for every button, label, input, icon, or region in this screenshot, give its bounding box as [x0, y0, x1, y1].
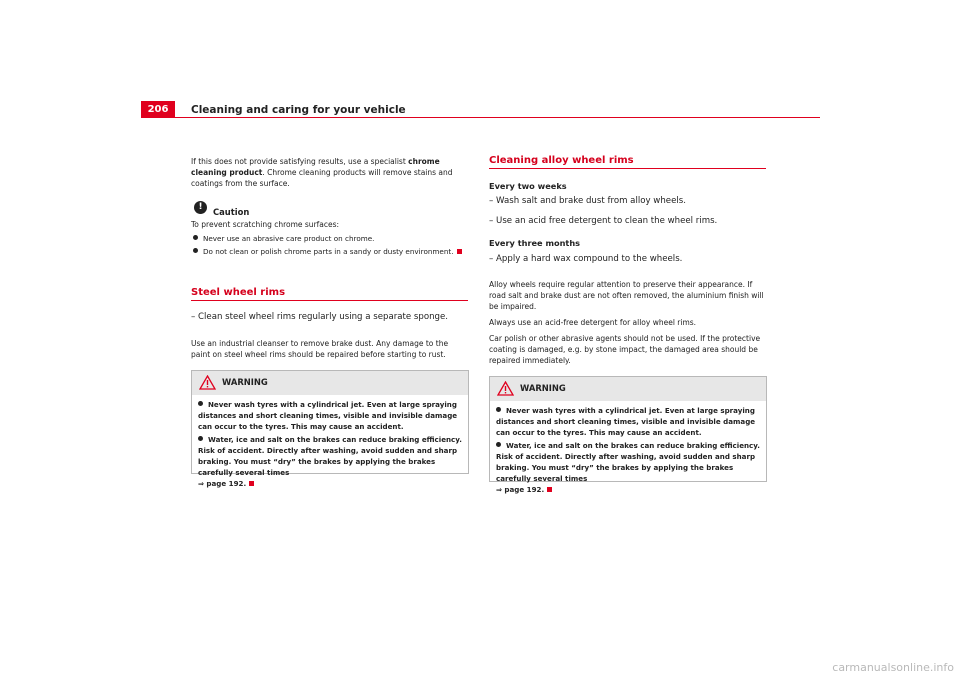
every-three-months-heading: Every three months: [489, 238, 581, 248]
warning-title: WARNING: [520, 383, 566, 393]
warning-title: WARNING: [222, 377, 268, 387]
warning-reference: [198, 478, 462, 489]
alloy-step: – Wash salt and brake dust from alloy wheels.: [489, 196, 686, 206]
alloy-step: – Use an acid free detergent to clean the wheel rims.: [489, 216, 718, 226]
chrome-intro-paragraph: [191, 156, 469, 189]
caution-label: Caution: [213, 207, 250, 217]
warning-item-text: Water, ice and salt on the brakes can reduce braking efficiency. Risk of accident. Directly after washing, avoid sudden and sharp braking. You must “dry” the brakes by applying the brakes carefully several times: [198, 435, 462, 477]
warning-item: [496, 440, 760, 484]
steel-step: – Clean steel wheel rims regularly using a separate sponge.: [191, 312, 449, 322]
section-rule: [489, 168, 766, 169]
alloy-paragraph: Always use an acid-free detergent for alloy wheel rims.: [489, 318, 697, 327]
warning-body: [490, 401, 766, 500]
chrome-intro-text-end: . Chrome cleaning products will remove stains and coatings from the surface.: [191, 168, 453, 188]
caution-item-text: Never use an abrasive care product on chrome.: [203, 234, 375, 243]
page-reference-link[interactable]: ⇒ page 192.: [198, 479, 247, 488]
bullet-icon: [496, 442, 501, 447]
chrome-intro-text: If this does not provide satisfying results, use a specialist: [191, 157, 409, 166]
bullet-icon: [198, 436, 203, 441]
alloy-paragraph: Car polish or other abrasive agents should not be used. If the protective coating is damaged, e.g. by stone impact, the damaged area should be repaired immediately.: [489, 334, 761, 365]
warning-box: [191, 370, 469, 488]
steel-heading: Steel wheel rims: [191, 287, 286, 298]
section-rule: [191, 300, 468, 301]
warning-box: [489, 376, 767, 494]
caution-intro: To prevent scratching chrome surfaces:: [191, 220, 340, 229]
caution-icon: !: [194, 201, 207, 214]
warning-item-text: Water, ice and salt on the brakes can reduce braking efficiency. Risk of accident. Directly after washing, avoid sudden and sharp braking. You must “dry” the brakes by applying the brakes carefully several times: [496, 441, 760, 483]
end-mark-icon: [547, 487, 552, 492]
warning-item: [496, 405, 760, 438]
header-rule: [141, 117, 820, 118]
watermark: carmanualsonline.info: [832, 661, 954, 674]
warning-item: [198, 399, 462, 432]
page-number: 206: [141, 101, 175, 118]
bullet-icon: [193, 235, 198, 240]
alloy-paragraph: Alloy wheels require regular attention to preserve their appearance. If road salt and brake dust are not often removed, the aluminium finish will be impaired.: [489, 280, 764, 311]
steel-paragraph: Use an industrial cleanser to remove brake dust. Any damage to the paint on steel wheel rims should be repaired before starting to rust.: [191, 339, 449, 359]
every-two-weeks-heading: Every two weeks: [489, 181, 567, 191]
warning-body: [192, 395, 468, 494]
page-title: Cleaning and caring for your vehicle: [191, 104, 406, 116]
warning-item: [198, 434, 462, 478]
bullet-icon: [496, 407, 501, 412]
warning-triangle-icon: [199, 375, 216, 390]
warning-item-text: Never wash tyres with a cylindrical jet. Even at large spraying distances and short cleaning times, visible and invisible damage can occur to the tyres. This may cause an accident.: [496, 406, 756, 437]
alloy-heading: Cleaning alloy wheel rims: [489, 155, 634, 166]
page-reference-link[interactable]: ⇒ page 192.: [496, 485, 545, 494]
caution-item: [193, 233, 374, 244]
alloy-step: – Apply a hard wax compound to the wheels.: [489, 254, 683, 264]
caution-item: [193, 246, 462, 257]
warning-item-text: Never wash tyres with a cylindrical jet. Even at large spraying distances and short cleaning times, visible and invisible damage can occur to the tyres. This may cause an accident.: [198, 400, 458, 431]
end-mark-icon: [249, 481, 254, 486]
warning-header: [192, 371, 468, 395]
end-mark-icon: [457, 249, 462, 254]
bullet-icon: [193, 248, 198, 253]
warning-header: [490, 377, 766, 401]
chrome-intro-bold: chrome cleaning product: [191, 157, 440, 177]
warning-reference: [496, 484, 760, 495]
warning-triangle-icon: [497, 381, 514, 396]
bullet-icon: [198, 401, 203, 406]
caution-item-text: Do not clean or polish chrome parts in a sandy or dusty environment.: [203, 247, 454, 256]
